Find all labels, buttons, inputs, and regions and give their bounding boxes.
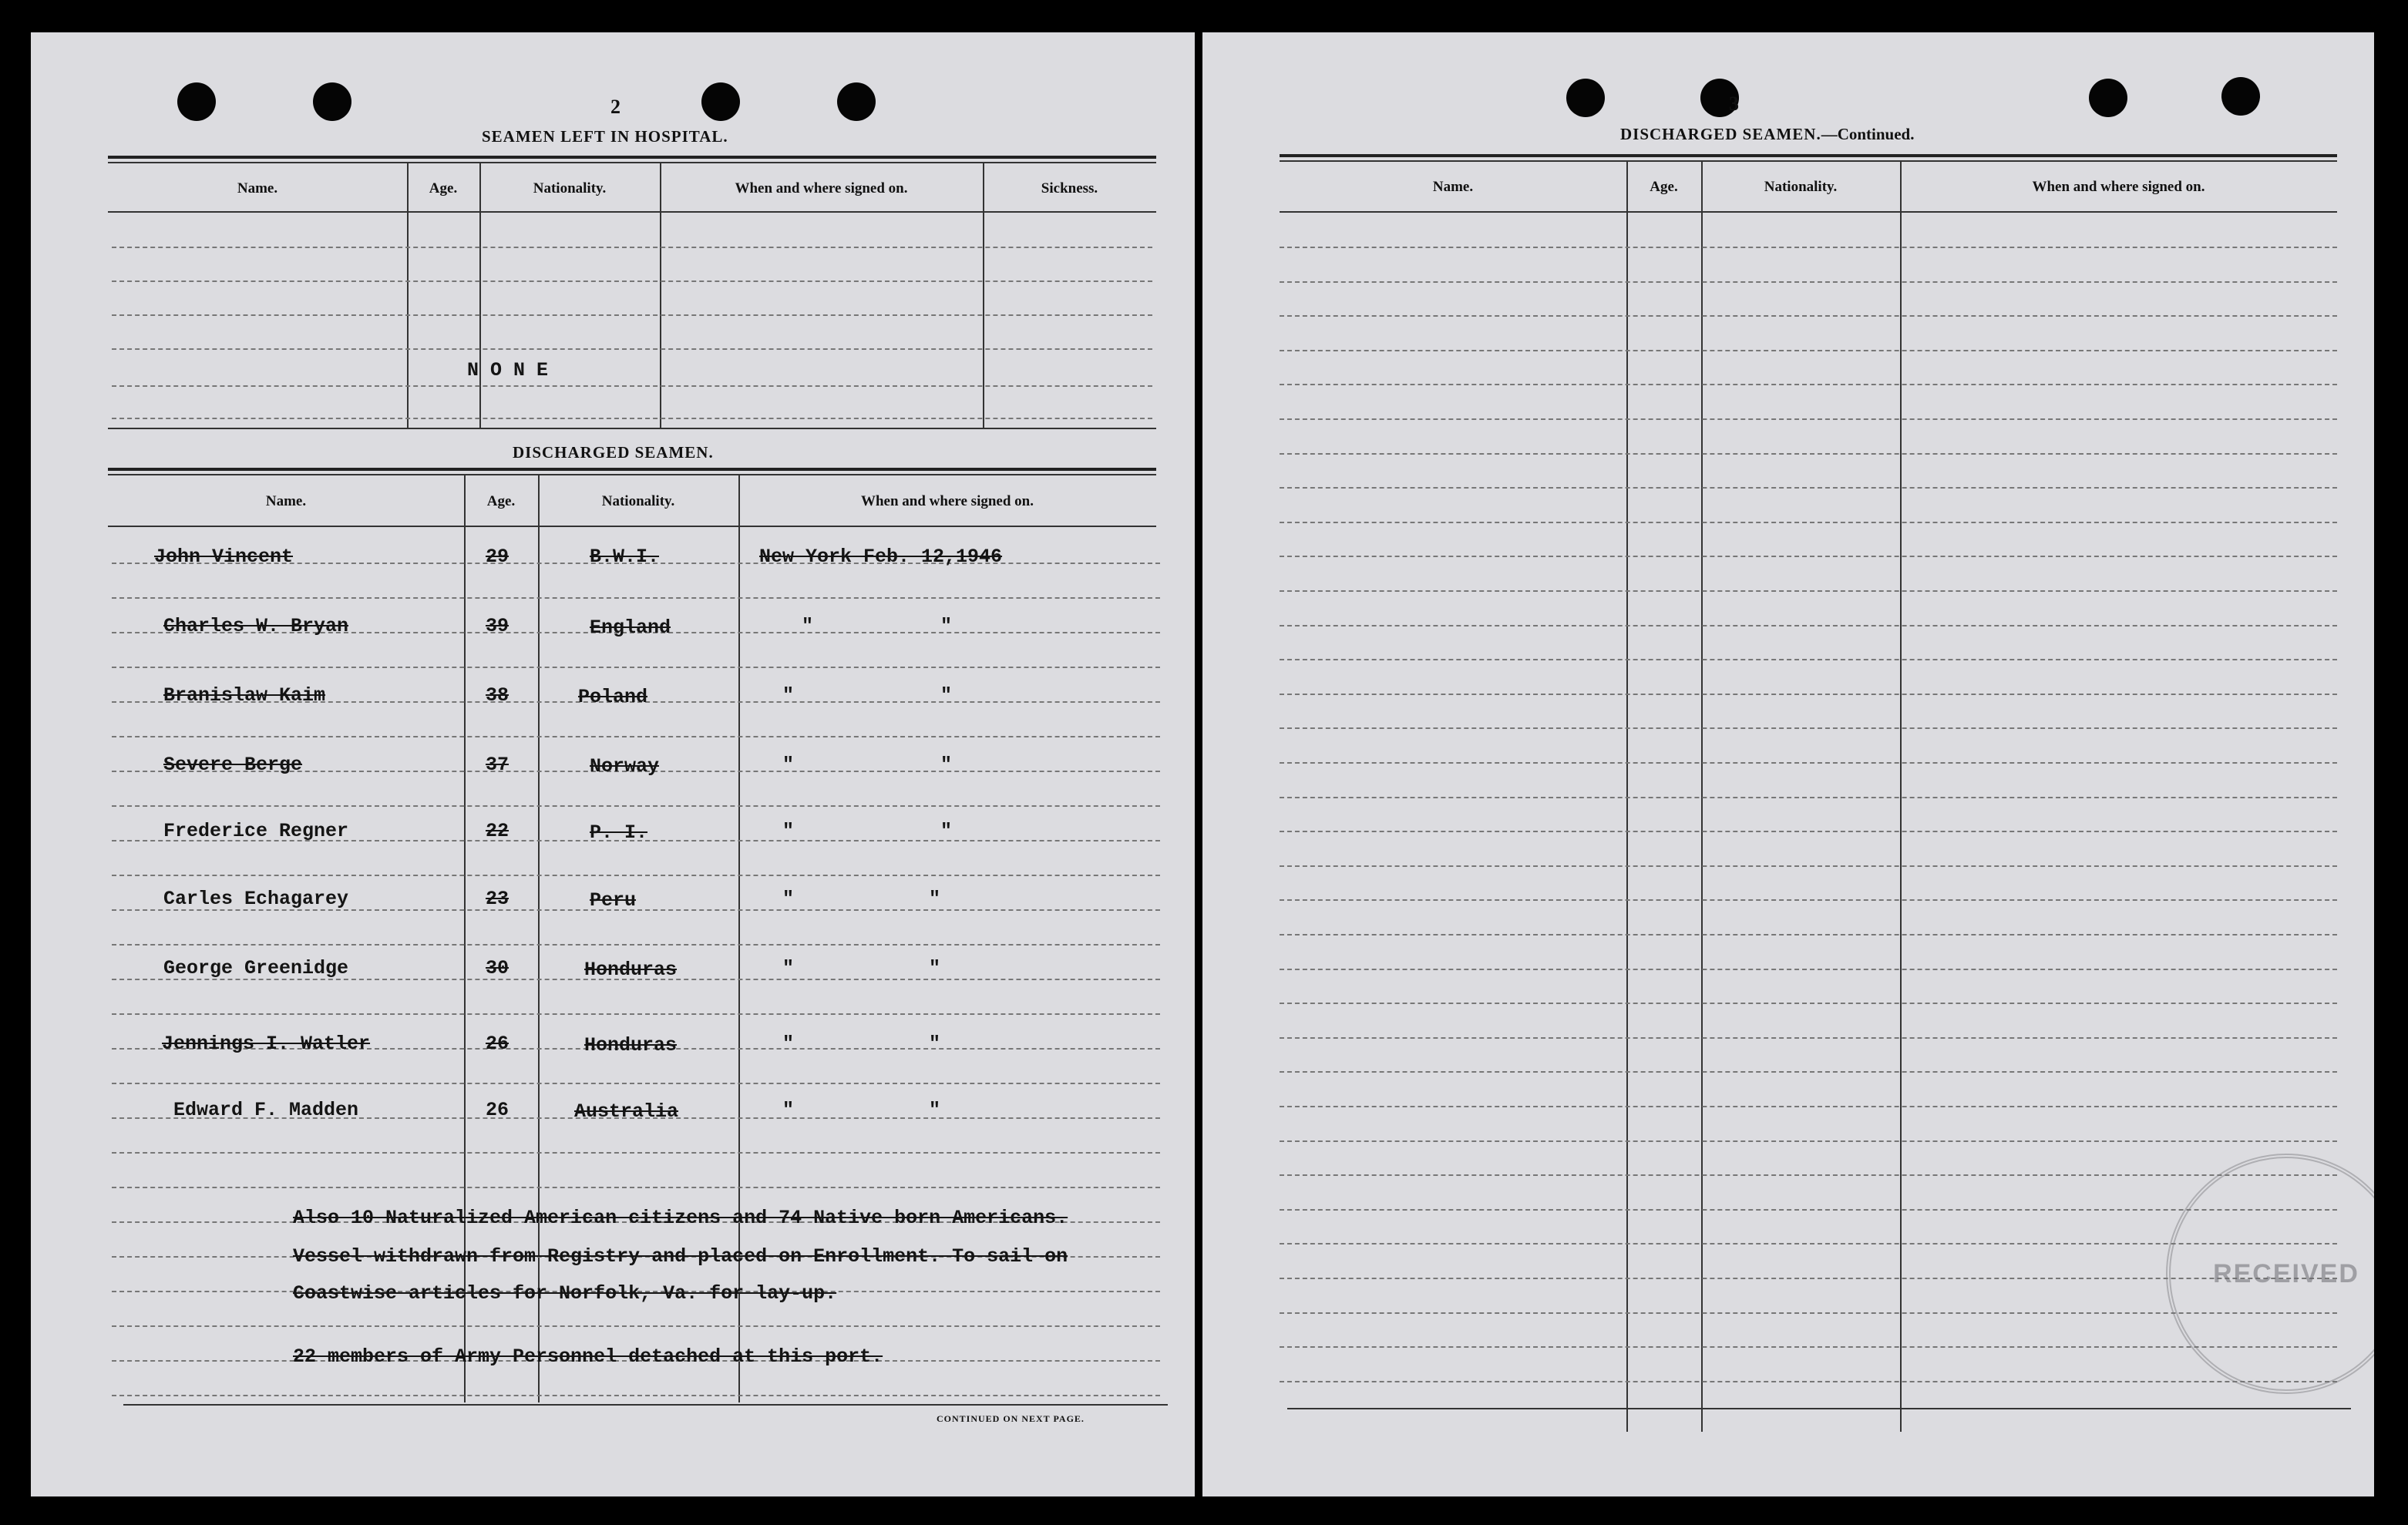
seaman-name: Severe Berge — [163, 754, 303, 776]
col-header-name: Name. — [1432, 179, 1474, 195]
col-header-name: Name. — [265, 493, 307, 509]
seaman-name: John Vincent — [154, 546, 294, 568]
ruled-line — [112, 418, 1152, 419]
discharged-table-bottom-rule — [123, 1404, 1168, 1406]
column-divider — [983, 162, 984, 428]
seaman-name: Charles W. Bryan — [163, 615, 349, 637]
col-header-nationality: Nationality. — [1764, 179, 1838, 195]
continued-label: —Continued. — [1821, 125, 1915, 143]
ditto-mark: " — [782, 820, 795, 842]
ditto-mark: " — [940, 820, 953, 842]
stamp-text: RECEIVED — [2213, 1258, 2359, 1288]
note-line: 22 members of Army Personnel detached at this port. — [293, 1345, 883, 1368]
page-number: 3 — [1729, 92, 1739, 115]
ruled-line — [112, 667, 1160, 668]
ditto-mark: " — [782, 1033, 795, 1055]
ruled-line — [112, 280, 1152, 282]
ruled-line — [112, 944, 1160, 946]
column-divider — [660, 162, 661, 428]
ruled-line — [112, 1152, 1160, 1154]
ruled-line — [112, 1083, 1160, 1084]
ruled-line — [1280, 1174, 2337, 1176]
ruled-line — [112, 1013, 1160, 1015]
discharged-table-top-rule — [108, 468, 1156, 471]
hospital-table-top-rule — [108, 156, 1156, 159]
col-header-age: Age. — [429, 180, 458, 197]
ruled-line — [1280, 1381, 2337, 1382]
ditto-mark: " — [782, 888, 795, 910]
ditto-mark: " — [802, 615, 814, 637]
ruled-line — [1280, 1037, 2337, 1039]
ditto-mark: " — [929, 888, 941, 910]
ruled-line — [112, 1187, 1160, 1188]
ruled-line — [1280, 556, 2337, 557]
hospital-none-entry: N O N E — [467, 359, 549, 381]
col-header-signed-on: When and where signed on. — [2032, 179, 2205, 195]
seaman-age: 26 — [486, 1033, 510, 1055]
ditto-mark: " — [940, 754, 953, 776]
ruled-line — [1280, 934, 2337, 935]
table-bottom-rule — [1287, 1408, 2351, 1409]
ruled-line — [112, 385, 1152, 387]
ditto-mark: " — [929, 957, 941, 979]
col-header-nationality: Nationality. — [601, 493, 675, 509]
note-line: Also 10 Naturalized American citizens and 74 Native born Americans. — [293, 1207, 1068, 1229]
ruled-line — [112, 348, 1152, 350]
left-page — [31, 32, 1195, 1496]
ruled-line — [1280, 522, 2337, 523]
seaman-nationality: P. I. — [590, 821, 648, 844]
seaman-signed-on: New York Feb. 12,1946 — [759, 546, 1003, 568]
punch-hole — [1566, 79, 1605, 117]
discharged-section-title: DISCHARGED SEAMEN. — [513, 443, 714, 462]
seaman-nationality: Australia — [574, 1100, 679, 1123]
ditto-mark: " — [940, 684, 953, 707]
discharged-header-rule — [108, 526, 1156, 527]
ditto-mark: " — [940, 615, 953, 637]
ruled-line — [1280, 487, 2337, 489]
ruled-line — [1280, 899, 2337, 901]
page-number: 2 — [610, 96, 620, 118]
ruled-line — [1280, 315, 2337, 317]
ruled-line — [1280, 1346, 2337, 1348]
ruled-line — [1280, 969, 2337, 970]
seaman-name: George Greenidge — [163, 957, 349, 979]
punch-hole — [701, 82, 740, 121]
ruled-line — [1280, 418, 2337, 420]
seaman-age: 26 — [486, 1099, 510, 1121]
col-header-age: Age. — [1650, 179, 1678, 195]
col-header-signed-on: When and where signed on. — [860, 493, 1034, 509]
seaman-name: Carles Echagarey — [163, 888, 349, 910]
hospital-table-bottom-rule — [108, 428, 1156, 429]
ruled-line — [1280, 350, 2337, 351]
punch-hole — [177, 82, 216, 121]
seaman-nationality: Norway — [590, 755, 660, 778]
right-page — [1202, 32, 2374, 1496]
section-title-text: DISCHARGED SEAMEN. — [1620, 125, 1821, 143]
column-divider — [407, 162, 409, 428]
ruled-line — [1280, 625, 2337, 626]
ruled-line — [112, 247, 1152, 248]
ruled-line — [1280, 1071, 2337, 1073]
seaman-nationality: B.W.I. — [590, 546, 660, 568]
seaman-age: 30 — [486, 957, 510, 979]
ditto-mark: " — [929, 1033, 941, 1055]
ruled-line — [112, 805, 1160, 807]
ruled-line — [1280, 281, 2337, 283]
ditto-mark: " — [782, 1099, 795, 1121]
hospital-section-title: SEAMEN LEFT IN HOSPITAL. — [482, 127, 728, 146]
hospital-table-top-rule — [108, 162, 1156, 163]
ruled-line — [112, 875, 1160, 876]
punch-hole — [2089, 79, 2127, 117]
received-stamp — [2166, 1154, 2374, 1394]
discharged-continued-title — [1620, 125, 1914, 144]
seaman-age: 38 — [486, 684, 510, 707]
col-header-sickness: Sickness. — [1041, 180, 1098, 197]
col-header-signed-on: When and where signed on. — [735, 180, 908, 197]
seaman-age: 39 — [486, 615, 510, 637]
ruled-line — [1280, 453, 2337, 455]
hospital-header-rule — [108, 211, 1156, 213]
seaman-age: 23 — [486, 888, 510, 910]
ruled-line — [1280, 694, 2337, 695]
ruled-line — [112, 314, 1152, 316]
ruled-line — [1280, 1003, 2337, 1004]
ruled-line — [1280, 659, 2337, 660]
ruled-line — [1280, 590, 2337, 592]
table-top-rule — [1280, 154, 2337, 157]
column-divider — [479, 162, 481, 428]
ruled-line — [1280, 1209, 2337, 1211]
ruled-line — [1280, 1140, 2337, 1142]
seaman-name: Branislaw Kaim — [163, 684, 326, 707]
ruled-line — [112, 1395, 1160, 1396]
ruled-line — [1280, 247, 2337, 248]
ditto-mark: " — [782, 684, 795, 707]
continued-footer: CONTINUED ON NEXT PAGE. — [937, 1413, 1085, 1424]
note-line: Vessel withdrawn from Registry and placed on Enrollment. To sail on — [293, 1245, 1068, 1268]
seaman-name: Frederice Regner — [163, 820, 349, 842]
ruled-line — [1280, 762, 2337, 764]
ditto-mark: " — [782, 957, 795, 979]
table-top-rule — [1280, 160, 2337, 162]
seaman-age: 22 — [486, 820, 510, 842]
ruled-line — [1280, 865, 2337, 867]
ruled-line — [1280, 384, 2337, 385]
seaman-name: Jennings I. Watler — [162, 1033, 371, 1055]
ruled-line — [1280, 1106, 2337, 1107]
ruled-line — [1280, 797, 2337, 798]
seaman-name: Edward F. Madden — [173, 1099, 359, 1121]
ruled-line — [112, 736, 1160, 737]
seaman-nationality: Poland — [578, 686, 648, 708]
note-line: Coastwise articles for Norfolk, Va. for lay-up. — [293, 1282, 837, 1305]
discharged-table-top-rule — [108, 474, 1156, 475]
col-header-name: Name. — [237, 180, 278, 197]
ruled-line — [112, 1325, 1160, 1327]
seaman-nationality: Honduras — [584, 959, 678, 981]
seaman-age: 29 — [486, 546, 510, 568]
seaman-nationality: Peru — [590, 889, 637, 912]
col-header-nationality: Nationality. — [533, 180, 607, 197]
punch-hole — [2221, 77, 2260, 116]
col-header-age: Age. — [486, 493, 516, 509]
header-rule — [1280, 211, 2337, 213]
seaman-nationality: Honduras — [584, 1034, 678, 1056]
ditto-mark: " — [929, 1099, 941, 1121]
ruled-line — [1280, 831, 2337, 832]
seaman-nationality: England — [590, 616, 671, 639]
ruled-line — [112, 597, 1160, 599]
ruled-line — [1280, 727, 2337, 729]
punch-hole — [837, 82, 876, 121]
seaman-age: 37 — [486, 754, 510, 776]
ditto-mark: " — [782, 754, 795, 776]
punch-hole — [313, 82, 351, 121]
